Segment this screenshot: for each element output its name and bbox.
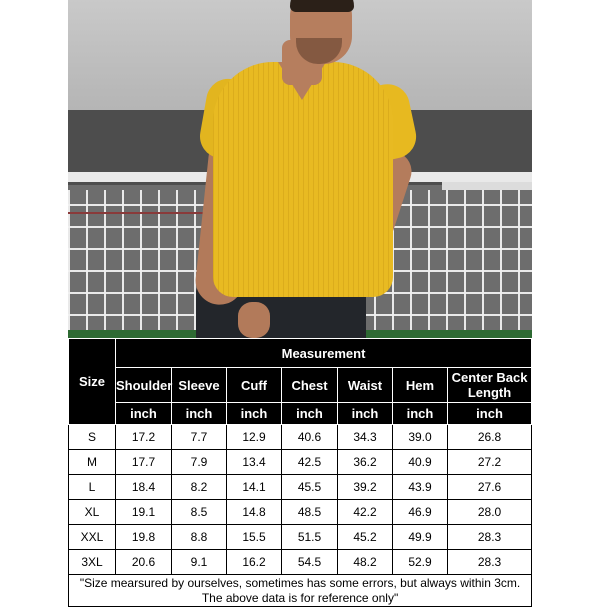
table-row bbox=[69, 475, 532, 500]
unit-label: inch bbox=[172, 403, 227, 425]
size-label: 3XL bbox=[69, 550, 116, 575]
column-header: Waist bbox=[338, 368, 393, 403]
measurement-cell: 16.2 bbox=[227, 550, 282, 575]
measurement-cell: 27.6 bbox=[448, 475, 532, 500]
table-row bbox=[69, 550, 532, 575]
measurement-cell: 42.5 bbox=[282, 450, 338, 475]
measurement-cell: 40.6 bbox=[282, 425, 338, 450]
table-row bbox=[69, 450, 532, 475]
unit-label: inch bbox=[227, 403, 282, 425]
size-note bbox=[69, 575, 532, 607]
model-hair bbox=[290, 0, 354, 12]
measurement-cell: 28.0 bbox=[448, 500, 532, 525]
size-label: XL bbox=[69, 500, 116, 525]
measurement-cell: 27.2 bbox=[448, 450, 532, 475]
size-label: M bbox=[69, 450, 116, 475]
column-header: Center Back Length bbox=[448, 368, 532, 403]
measurement-cell: 43.9 bbox=[393, 475, 448, 500]
table-row bbox=[69, 425, 532, 450]
table-row bbox=[69, 500, 532, 525]
measurement-cell: 19.8 bbox=[116, 525, 172, 550]
measurement-cell: 9.1 bbox=[172, 550, 227, 575]
size-label: L bbox=[69, 475, 116, 500]
unit-row bbox=[69, 403, 532, 425]
measurement-cell: 17.2 bbox=[116, 425, 172, 450]
measurement-cell: 20.6 bbox=[116, 550, 172, 575]
size-header: Size bbox=[69, 339, 116, 425]
measurement-cell: 28.3 bbox=[448, 525, 532, 550]
measurement-cell: 52.9 bbox=[393, 550, 448, 575]
measurement-cell: 15.5 bbox=[227, 525, 282, 550]
column-header: Chest bbox=[282, 368, 338, 403]
measurement-cell: 8.8 bbox=[172, 525, 227, 550]
measurement-cell: 48.5 bbox=[282, 500, 338, 525]
measurement-cell: 36.2 bbox=[338, 450, 393, 475]
measurement-cell: 49.9 bbox=[393, 525, 448, 550]
measurement-cell: 8.5 bbox=[172, 500, 227, 525]
measurement-cell: 7.9 bbox=[172, 450, 227, 475]
measurement-cell: 40.9 bbox=[393, 450, 448, 475]
unit-label: inch bbox=[338, 403, 393, 425]
size-note-line1: "Size mearsured by ourselves, sometimes has some errors, but always within 3cm. bbox=[79, 575, 521, 590]
measurement-cell: 42.2 bbox=[338, 500, 393, 525]
size-label: XXL bbox=[69, 525, 116, 550]
measurement-cell: 39.0 bbox=[393, 425, 448, 450]
column-header: Shoulder bbox=[116, 368, 172, 403]
size-chart-table bbox=[68, 338, 532, 607]
unit-label: inch bbox=[393, 403, 448, 425]
column-header: Cuff bbox=[227, 368, 282, 403]
size-label: S bbox=[69, 425, 116, 450]
measurement-cell: 46.9 bbox=[393, 500, 448, 525]
measurement-cell: 14.1 bbox=[227, 475, 282, 500]
measurement-cell: 14.8 bbox=[227, 500, 282, 525]
measurement-cell: 51.5 bbox=[282, 525, 338, 550]
unit-label: inch bbox=[282, 403, 338, 425]
column-header: Sleeve bbox=[172, 368, 227, 403]
note-row bbox=[69, 575, 532, 607]
column-header-row bbox=[69, 368, 532, 403]
model-hand bbox=[238, 302, 270, 338]
measurement-cell: 17.7 bbox=[116, 450, 172, 475]
measurement-cell: 19.1 bbox=[116, 500, 172, 525]
column-header: Hem bbox=[393, 368, 448, 403]
table-row bbox=[69, 525, 532, 550]
unit-label: inch bbox=[116, 403, 172, 425]
measurement-cell: 45.5 bbox=[282, 475, 338, 500]
shirt-v-neck bbox=[278, 62, 326, 100]
unit-label: inch bbox=[448, 403, 532, 425]
size-rows bbox=[69, 425, 532, 575]
measurement-cell: 18.4 bbox=[116, 475, 172, 500]
measurement-cell: 7.7 bbox=[172, 425, 227, 450]
measurement-cell: 39.2 bbox=[338, 475, 393, 500]
model-photo bbox=[68, 0, 532, 338]
measurement-header: Measurement bbox=[116, 339, 532, 368]
size-note-line2: The above data is for reference only" bbox=[201, 590, 399, 605]
measurement-cell: 45.2 bbox=[338, 525, 393, 550]
measurement-cell: 12.9 bbox=[227, 425, 282, 450]
measurement-cell: 48.2 bbox=[338, 550, 393, 575]
fence-rail-right bbox=[442, 182, 532, 190]
measurement-cell: 54.5 bbox=[282, 550, 338, 575]
measurement-cell: 26.8 bbox=[448, 425, 532, 450]
measurement-cell: 28.3 bbox=[448, 550, 532, 575]
measurement-cell: 13.4 bbox=[227, 450, 282, 475]
measurement-cell: 8.2 bbox=[172, 475, 227, 500]
measurement-cell: 34.3 bbox=[338, 425, 393, 450]
